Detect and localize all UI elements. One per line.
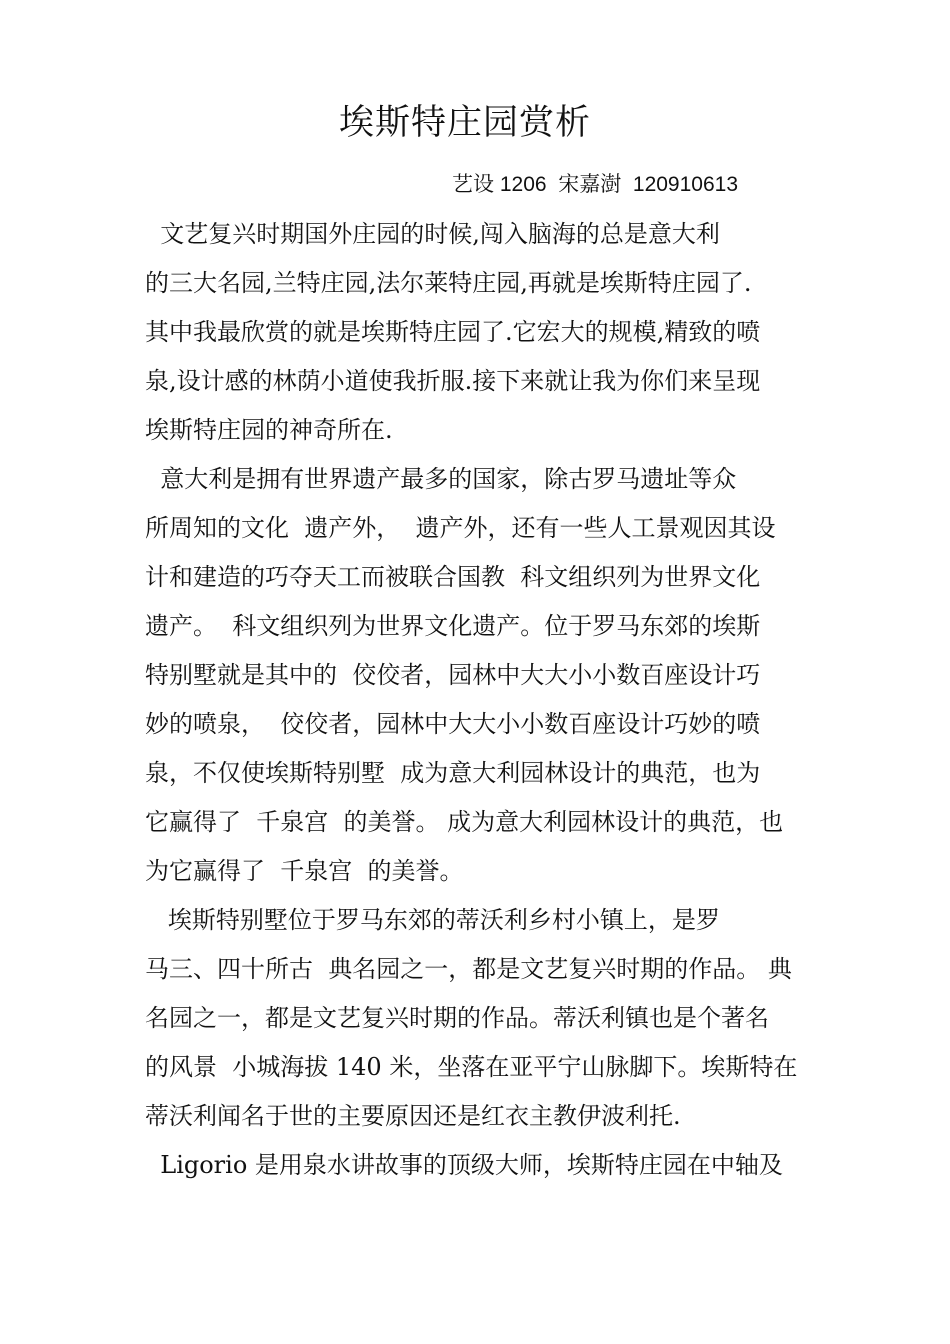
- paragraph-4: [145, 1141, 825, 1190]
- text-line: 埃斯特庄园的神奇所在.: [145, 416, 393, 444]
- text-line: 文艺复兴时期国外庄园的时候,闯入脑海的总是意大利: [145, 220, 720, 248]
- text-line: 的风景 小城海拔 140 米，坐落在亚平宁山脉脚下。埃斯特在: [145, 1053, 798, 1081]
- text-line: 计和建造的巧夺天工而被联合国教 科文组织列为世界文化: [145, 563, 761, 591]
- document-body: [145, 210, 825, 1190]
- text-line: 意大利是拥有世界遗产最多的国家，除古罗马遗址等众: [145, 465, 737, 493]
- text-line: 埃斯特别墅位于罗马东郊的蒂沃利乡村小镇上，是罗: [145, 906, 720, 934]
- text-line: 遗产。 科文组织列为世界文化遗产。位于罗马东郊的埃斯: [145, 612, 761, 640]
- text-line: 泉,设计感的林荫小道使我折服.接下来就让我为你们来呈现: [145, 367, 761, 395]
- author-line: 艺设 1206 宋嘉澍 120910613: [452, 173, 739, 196]
- text-line: 所周知的文化 遗产外， 遗产外，还有一些人工景观因其设: [145, 514, 776, 542]
- document-title: 埃斯特庄园赏析: [338, 103, 591, 143]
- text-line: 特别墅就是其中的 佼佼者，园林中大大小小数百座设计巧: [145, 661, 761, 689]
- text-line: 妙的喷泉， 佼佼者，园林中大大小小数百座设计巧妙的喷: [145, 710, 761, 738]
- text-line: 为它赢得了 千泉宫 的美誉。: [145, 857, 464, 885]
- paragraph-2: [145, 455, 825, 896]
- text-line: 其中我最欣赏的就是埃斯特庄园了.它宏大的规模,精致的喷: [145, 318, 761, 346]
- text-line: 的三大名园,兰特庄园,法尔莱特庄园,再就是埃斯特庄园了.: [145, 269, 752, 297]
- paragraph-1: [145, 210, 825, 455]
- paragraph-3: [145, 896, 825, 1141]
- text-line: 它赢得了 千泉宫 的美誉。 成为意大利园林设计的典范，也: [145, 808, 784, 836]
- text-line: Ligorio 是用泉水讲故事的顶级大师，埃斯特庄园在中轴及: [145, 1151, 783, 1179]
- text-line: 蒂沃利闻名于世的主要原因还是红衣主教伊波利托.: [145, 1102, 681, 1130]
- text-line: 马三、四十所古 典名园之一，都是文艺复兴时期的作品。 典: [145, 955, 792, 983]
- text-line: 名园之一，都是文艺复兴时期的作品。蒂沃利镇也是个著名: [145, 1004, 769, 1032]
- text-line: 泉，不仅使埃斯特别墅 成为意大利园林设计的典范，也为: [145, 759, 761, 787]
